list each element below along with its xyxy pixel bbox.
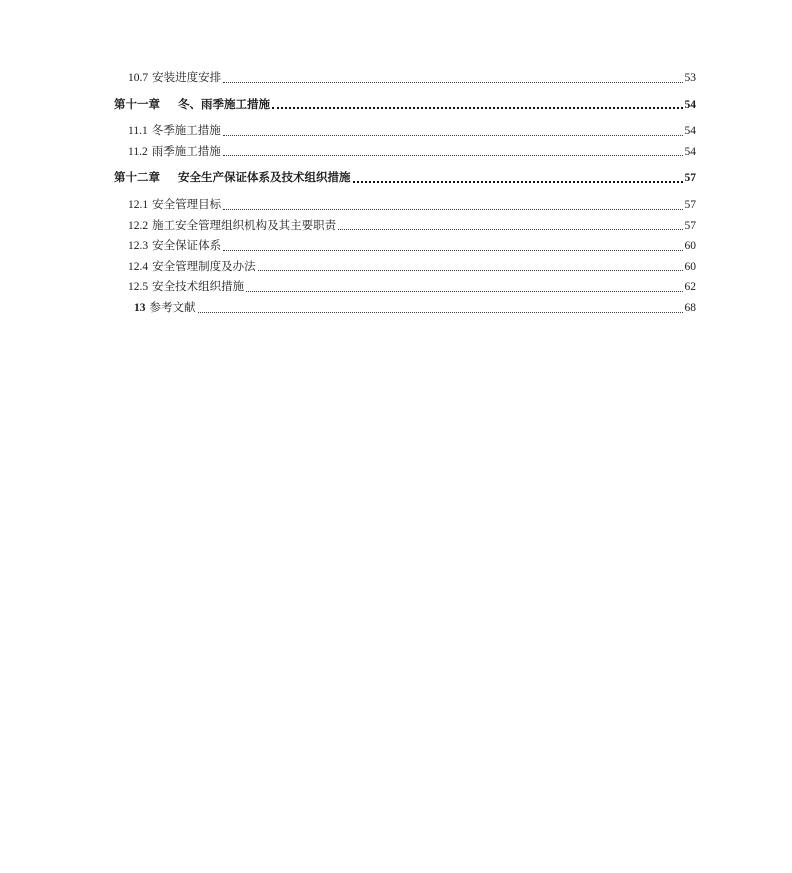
- toc-entry-title: 安全管理制度及办法: [152, 260, 256, 273]
- toc-entry-title: 安全技术组织措施: [152, 281, 245, 294]
- toc-entry-number: 11.2: [128, 145, 148, 158]
- toc-entry-title: 参考文献: [149, 301, 196, 314]
- toc-chapter-number: 第十一章: [114, 98, 160, 111]
- toc-entry-title: 安装进度安排: [152, 72, 222, 84]
- toc-entry-title: 安全保证体系: [152, 240, 222, 253]
- toc-entry-page: 57: [684, 198, 696, 211]
- dot-leader: [223, 81, 682, 83]
- toc-chapter-12[interactable]: [114, 168, 696, 189]
- dot-leader: [223, 154, 683, 156]
- dot-leader: [338, 228, 682, 230]
- toc-entry-page: 54: [684, 125, 696, 138]
- toc-chapter-page: 57: [684, 172, 696, 185]
- toc-entry-title: 冬季施工措施: [151, 125, 221, 138]
- toc-entry-page: 60: [684, 240, 696, 253]
- dot-leader: [353, 180, 683, 183]
- toc-entry-title: 安全管理目标: [152, 198, 222, 211]
- dot-leader: [246, 290, 682, 292]
- toc-entry-10-7[interactable]: [114, 68, 696, 89]
- toc-entry-page: 57: [684, 219, 696, 232]
- toc-entry-number: 12.2: [128, 219, 149, 232]
- toc-chapter-title: 安全生产保证体系及技术组织措施: [178, 172, 351, 185]
- toc-entry-12-4[interactable]: [114, 257, 696, 278]
- toc-entry-12-1[interactable]: [114, 195, 696, 216]
- toc-entry-references[interactable]: [114, 298, 696, 319]
- toc-entry-page: 62: [684, 281, 696, 294]
- toc-chapter-page: 54: [684, 98, 696, 111]
- toc-entry-12-3[interactable]: [114, 236, 696, 257]
- toc-entry-number: 13: [134, 301, 146, 314]
- toc-entry-number: 12.3: [128, 240, 149, 253]
- toc-entry-page: 68: [684, 301, 696, 314]
- toc-entry-12-2[interactable]: [114, 216, 696, 237]
- toc-entry-12-5[interactable]: [114, 277, 696, 298]
- table-of-contents: [114, 68, 696, 319]
- dot-leader: [223, 249, 682, 251]
- toc-entry-title: 施工安全管理组织机构及其主要职责: [152, 219, 337, 232]
- dot-leader: [272, 106, 683, 109]
- toc-entry-number: 12.4: [128, 260, 149, 273]
- toc-entry-page: 53: [684, 72, 696, 84]
- toc-entry-number: 12.1: [128, 198, 149, 211]
- toc-entry-title: 雨季施工措施: [151, 145, 221, 158]
- toc-chapter-number: 第十二章: [114, 172, 160, 185]
- toc-entry-number: 10.7: [128, 72, 149, 84]
- dot-leader: [198, 311, 683, 313]
- toc-entry-11-2[interactable]: [114, 142, 696, 163]
- toc-entry-page: 60: [684, 260, 696, 273]
- toc-entry-number: 11.1: [128, 125, 148, 138]
- dot-leader: [223, 208, 682, 210]
- dot-leader: [258, 269, 683, 271]
- dot-leader: [223, 134, 683, 136]
- toc-chapter-title: 冬、雨季施工措施: [178, 98, 270, 111]
- toc-entry-page: 54: [684, 145, 696, 158]
- toc-entry-11-1[interactable]: [114, 121, 696, 142]
- toc-chapter-11[interactable]: [114, 95, 696, 116]
- toc-entry-number: 12.5: [128, 281, 149, 294]
